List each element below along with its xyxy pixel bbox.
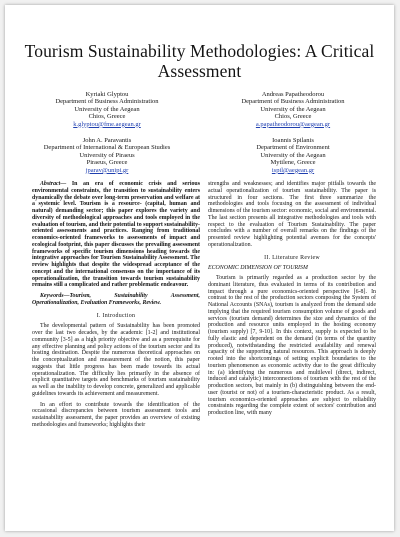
author-location: Chios, Greece: [274, 113, 312, 121]
paragraph: In an effort to contribute towards the identification of the occasional discrepancies between tourism assessment tools and sustainability assessment, the paper provides an overview of existing methodologies and frameworks; highlights their: [32, 401, 200, 428]
author-department: Department of Business Administration: [241, 98, 345, 106]
abstract-lead: Abstract: [40, 181, 61, 187]
title-line: Tourism Sustainability Methodologies: A Critical: [24, 41, 375, 61]
abstract: [32, 181, 200, 289]
abstract-text: — In an era of economic crisis and serious environmental constraints, the transition to sustainability enters dynamically the debate over long-term preservation and welfare at a systemic level. Tourism is a resource- (capital, human and natural) demanding sector; this paper explores the variety and diversity of methodological approaches and tools employed in the evaluation of tourism, and their potential to support sustainability-oriented assessments and practices. Ranging from traditional economics-oriented frameworks to assessments of impact and ecological footprint, this paper discusses the prevailing assessment frameworks of specific tourism dimensions heading towards the integrative approaches for Tourism Sustainability Assessment. The review highlights that despite the widespread acceptance of the concept and the international consensus on the importance of its operationalization, the transition towards tourism sustainability remains still a complicated and rather problematic endeavour.: [32, 181, 200, 289]
author-name: Ioannis Spilanis: [272, 137, 314, 144]
author-location: Piraeus, Greece: [86, 159, 128, 167]
paragraph: strengths and weaknesses; and identifies major pitfalls towards the actual operationalization of tourism sustainability. The paper is structured in four sections. The first three summarize the methodologies and tools focusing on the assessment of individual dimensions of the tourism sector: economic, social and environmental. The last section presents all integrative methodologies and tools with respect to the evaluation of Tourism Sustainability. The paper concludes with a number of overall remarks on the findings of the presented review highlighting potential avenues for the concepts' operationalization.: [208, 181, 376, 248]
paragraph: The developmental pattern of Sustainability has been promoted over the last two decades, by the academic [1-2] and institutional community [3-5] as a high priority objective and as a prerequisite for any effective planning and policy actions of the tourism sector and its hosting destination. Despite the numerous theoretical approaches on the conceptualization and measurement of the notion, this paper suggests that little progress has been made towards its actual operationalization. The difficulty lies primarily in the absence of explicit quantitative targets and benchmarks of tourism sustainability as well as the inability to develop concrete, generalized and applicable guidelines towards its achievement and measurement.: [32, 323, 200, 397]
keywords-lead: Keywords—Tourism,: [40, 293, 92, 299]
author-block: [213, 91, 373, 128]
author-email-link[interactable]: k.glyptou@fme.aegean.gr: [73, 120, 141, 128]
author-university: University of the Aegean: [260, 151, 326, 159]
keywords: [32, 293, 200, 307]
author-name: Andreas Papatheodorou: [261, 91, 325, 98]
author-name: John A. Paravantis: [82, 137, 132, 144]
author-university: University of the Aegean: [260, 105, 326, 113]
author-location: Mytilene, Greece: [270, 159, 316, 167]
paragraph: Tourism is primarily regarded as a production sector by the dominant literature, thus evaluated in terms of its contribution and impact through a pure economics-oriented perspective [6-8]. In contrast to the rest of the production sectors composing the System of National Accounts (SNAs), tourism is analyzed from the demand side implying that the required tourism consumption volume of goods and services (tourism demand) determines the size and dynamics of the production and resource units employed in the hosting economy (tourism supply) [7, 9-10]. In this context, supply is expected to be fully elastic and dependent on the demand (in terms of the quantity produced), notwithstanding the restricted availability and renewal capacity of the supporting natural resources. This approach is deeply rooted into the shortcomings of setting explicit boundaries to the tourism phenomenon as economic activity due to the great difficulty in: (a) identifying the numerous and multilevel (direct, indirect, induced and catalytic) interconnections of tourism with the rest of the production sectors, but mainly in (b) distinguishing between the end-user (tourist or not) of a tourism-characteristic product. As a result, tourism economics-oriented approaches are subject to reliability constraints regarding the complete extent of sectors' contribution and production line, with many: [208, 275, 376, 416]
author-name: Kyriaki Glyptou: [85, 91, 129, 98]
author-department: Department of International & European Studies: [43, 144, 171, 152]
author-email-link[interactable]: a.papatheodorou@aegean.gr: [255, 120, 331, 128]
paper-title: [5, 41, 394, 81]
keywords-text: Sustainability Assessment, Operationalization, Evaluation Frameworks, Review.: [32, 293, 200, 306]
author-department: Department of Business Administration: [55, 98, 159, 106]
paper-page: [5, 5, 394, 531]
right-column: [208, 181, 376, 417]
author-block: [27, 137, 187, 174]
author-university: University of the Aegean: [74, 105, 140, 113]
left-column: [32, 181, 200, 429]
subsection-heading-economic: ECONOMIC DIMENSION OF TOURISM: [208, 265, 308, 272]
author-email-link[interactable]: jparav@unipi.gr: [85, 166, 129, 174]
section-heading-introduction: I. Introduction: [96, 312, 136, 319]
author-university: University of Piraeus: [79, 151, 135, 159]
author-email-link[interactable]: ispil@aegean.gr: [271, 166, 315, 174]
author-department: Department of Environment: [256, 144, 330, 152]
title-line: Assessment: [157, 61, 242, 81]
section-heading-literature-review: II. Literature Review: [264, 254, 320, 261]
author-location: Chios, Greece: [88, 113, 126, 121]
author-block: [27, 91, 187, 128]
author-block: [213, 137, 373, 174]
